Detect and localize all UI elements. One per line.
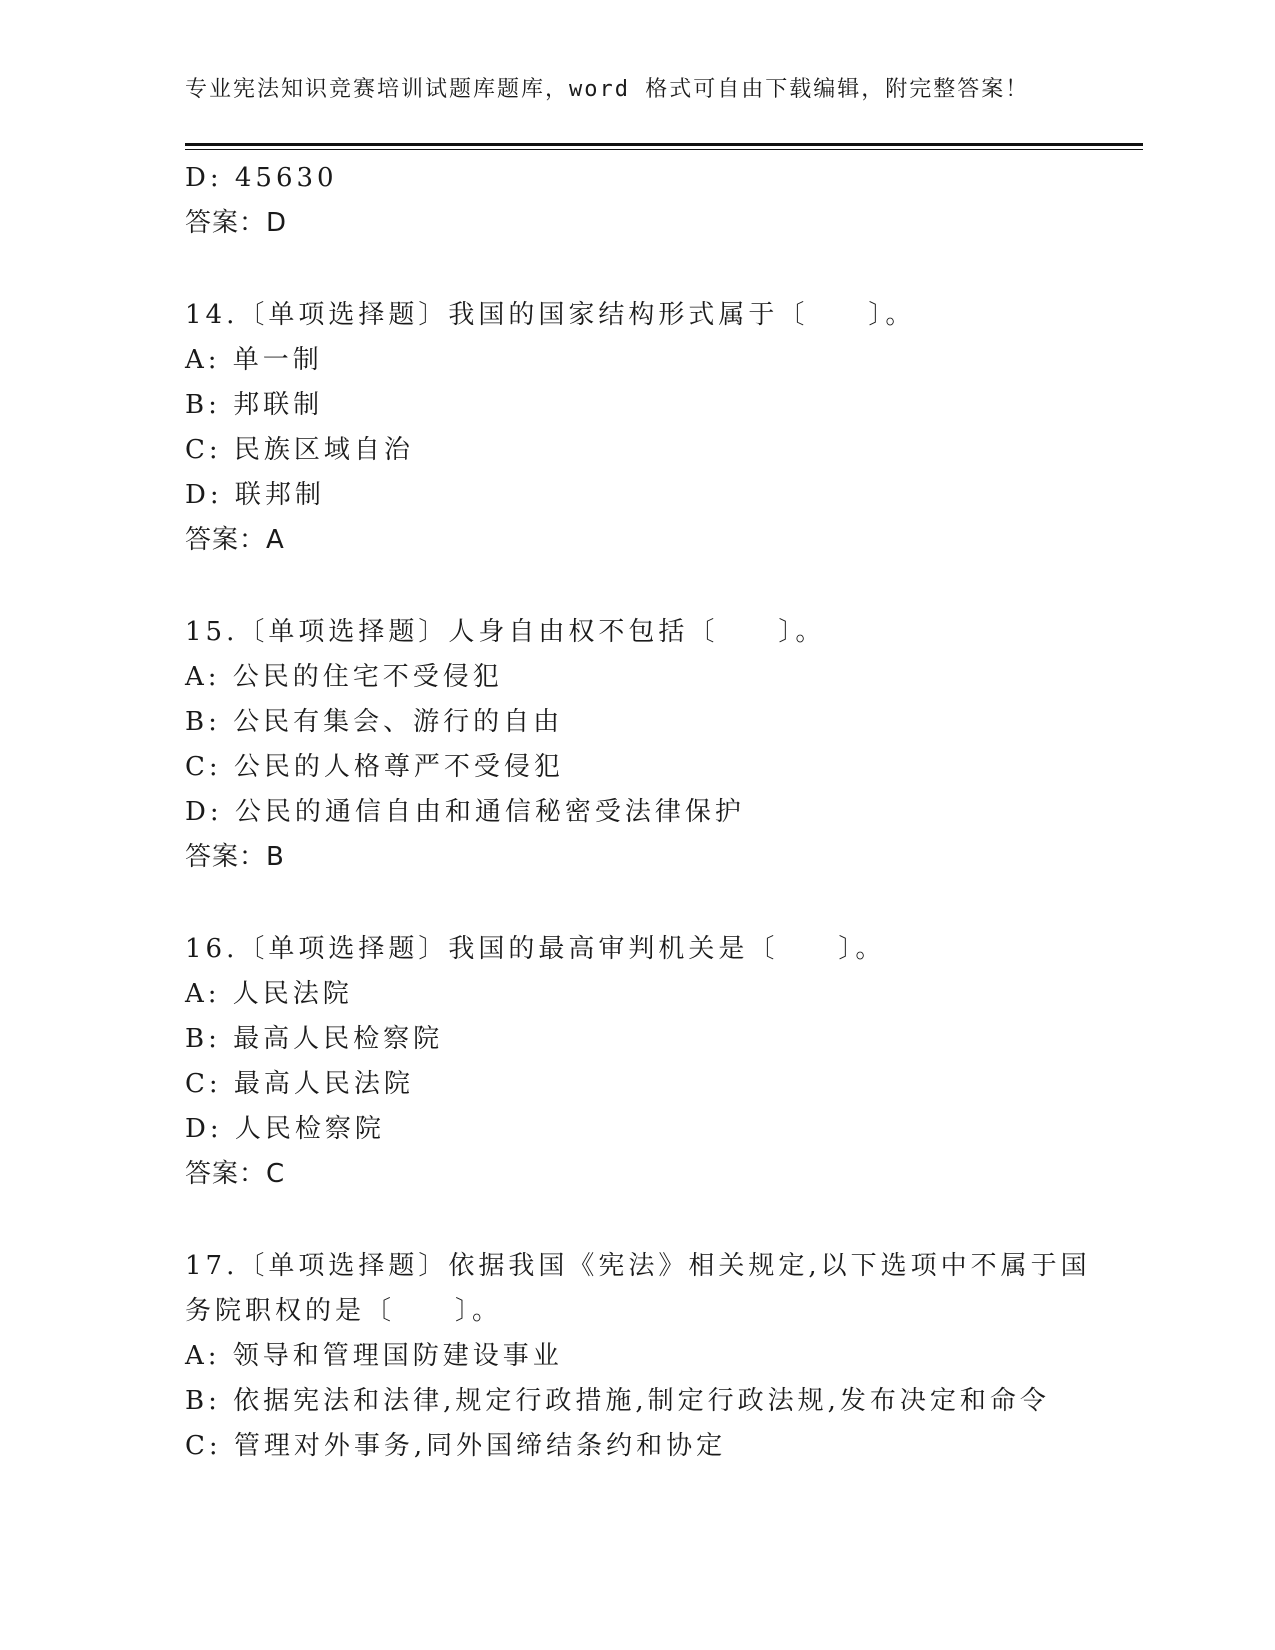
option-b: B: 邦联制 [185, 390, 324, 420]
option-d: D: 45630 [185, 163, 338, 193]
question-stem-line-1: 17.〔单项选择题〕依据我国《宪法》相关规定,以下选项中不属于国 [185, 1251, 1091, 1281]
question-list [185, 156, 1091, 1469]
option-a: A: 单一制 [185, 345, 323, 375]
option-c: C: 公民的人格尊严不受侵犯 [185, 752, 564, 782]
option-b: B: 依据宪法和法律,规定行政措施,制定行政法规,发布决定和命令 [185, 1386, 1050, 1416]
question-16 [185, 927, 1085, 1197]
option-a: A: 公民的住宅不受侵犯 [185, 662, 503, 692]
answer: 答案：C [185, 1159, 286, 1189]
question-17 [185, 1244, 1091, 1469]
spacer [185, 246, 1085, 293]
answer: 答案：D [185, 208, 288, 238]
question-14 [185, 293, 1085, 563]
spacer [185, 1197, 1085, 1244]
answer: 答案：A [185, 525, 285, 555]
spacer [185, 563, 1085, 610]
option-b: B: 最高人民检察院 [185, 1024, 444, 1054]
page-header: 专业宪法知识竞赛培训试题库题库，word 格式可自由下载编辑，附完整答案！ [185, 77, 1030, 102]
option-d: D: 联邦制 [185, 480, 325, 510]
option-d: D: 公民的通信自由和通信秘密受法律保护 [185, 797, 745, 827]
option-a: A: 领导和管理国防建设事业 [185, 1341, 563, 1371]
option-c: C: 最高人民法院 [185, 1069, 414, 1099]
question-stem-line-2: 务院职权的是〔 〕。 [185, 1296, 503, 1326]
question-stem: 14.〔单项选择题〕我国的国家结构形式属于〔 〕。 [185, 300, 916, 330]
header-rule-thick [185, 143, 1143, 146]
question-stem: 16.〔单项选择题〕我国的最高审判机关是〔 〕。 [185, 934, 886, 964]
answer: 答案：B [185, 842, 285, 872]
option-b: B: 公民有集会、游行的自由 [185, 707, 564, 737]
option-d: D: 人民检察院 [185, 1114, 385, 1144]
spacer [185, 880, 1085, 927]
question-15 [185, 610, 1085, 880]
header-rule-thin [185, 149, 1143, 150]
option-c: C: 管理对外事务,同外国缔结条约和协定 [185, 1431, 727, 1461]
option-a: A: 人民法院 [185, 979, 353, 1009]
question-stem: 15.〔单项选择题〕人身自由权不包括〔 〕。 [185, 617, 826, 647]
option-c: C: 民族区域自治 [185, 435, 414, 465]
